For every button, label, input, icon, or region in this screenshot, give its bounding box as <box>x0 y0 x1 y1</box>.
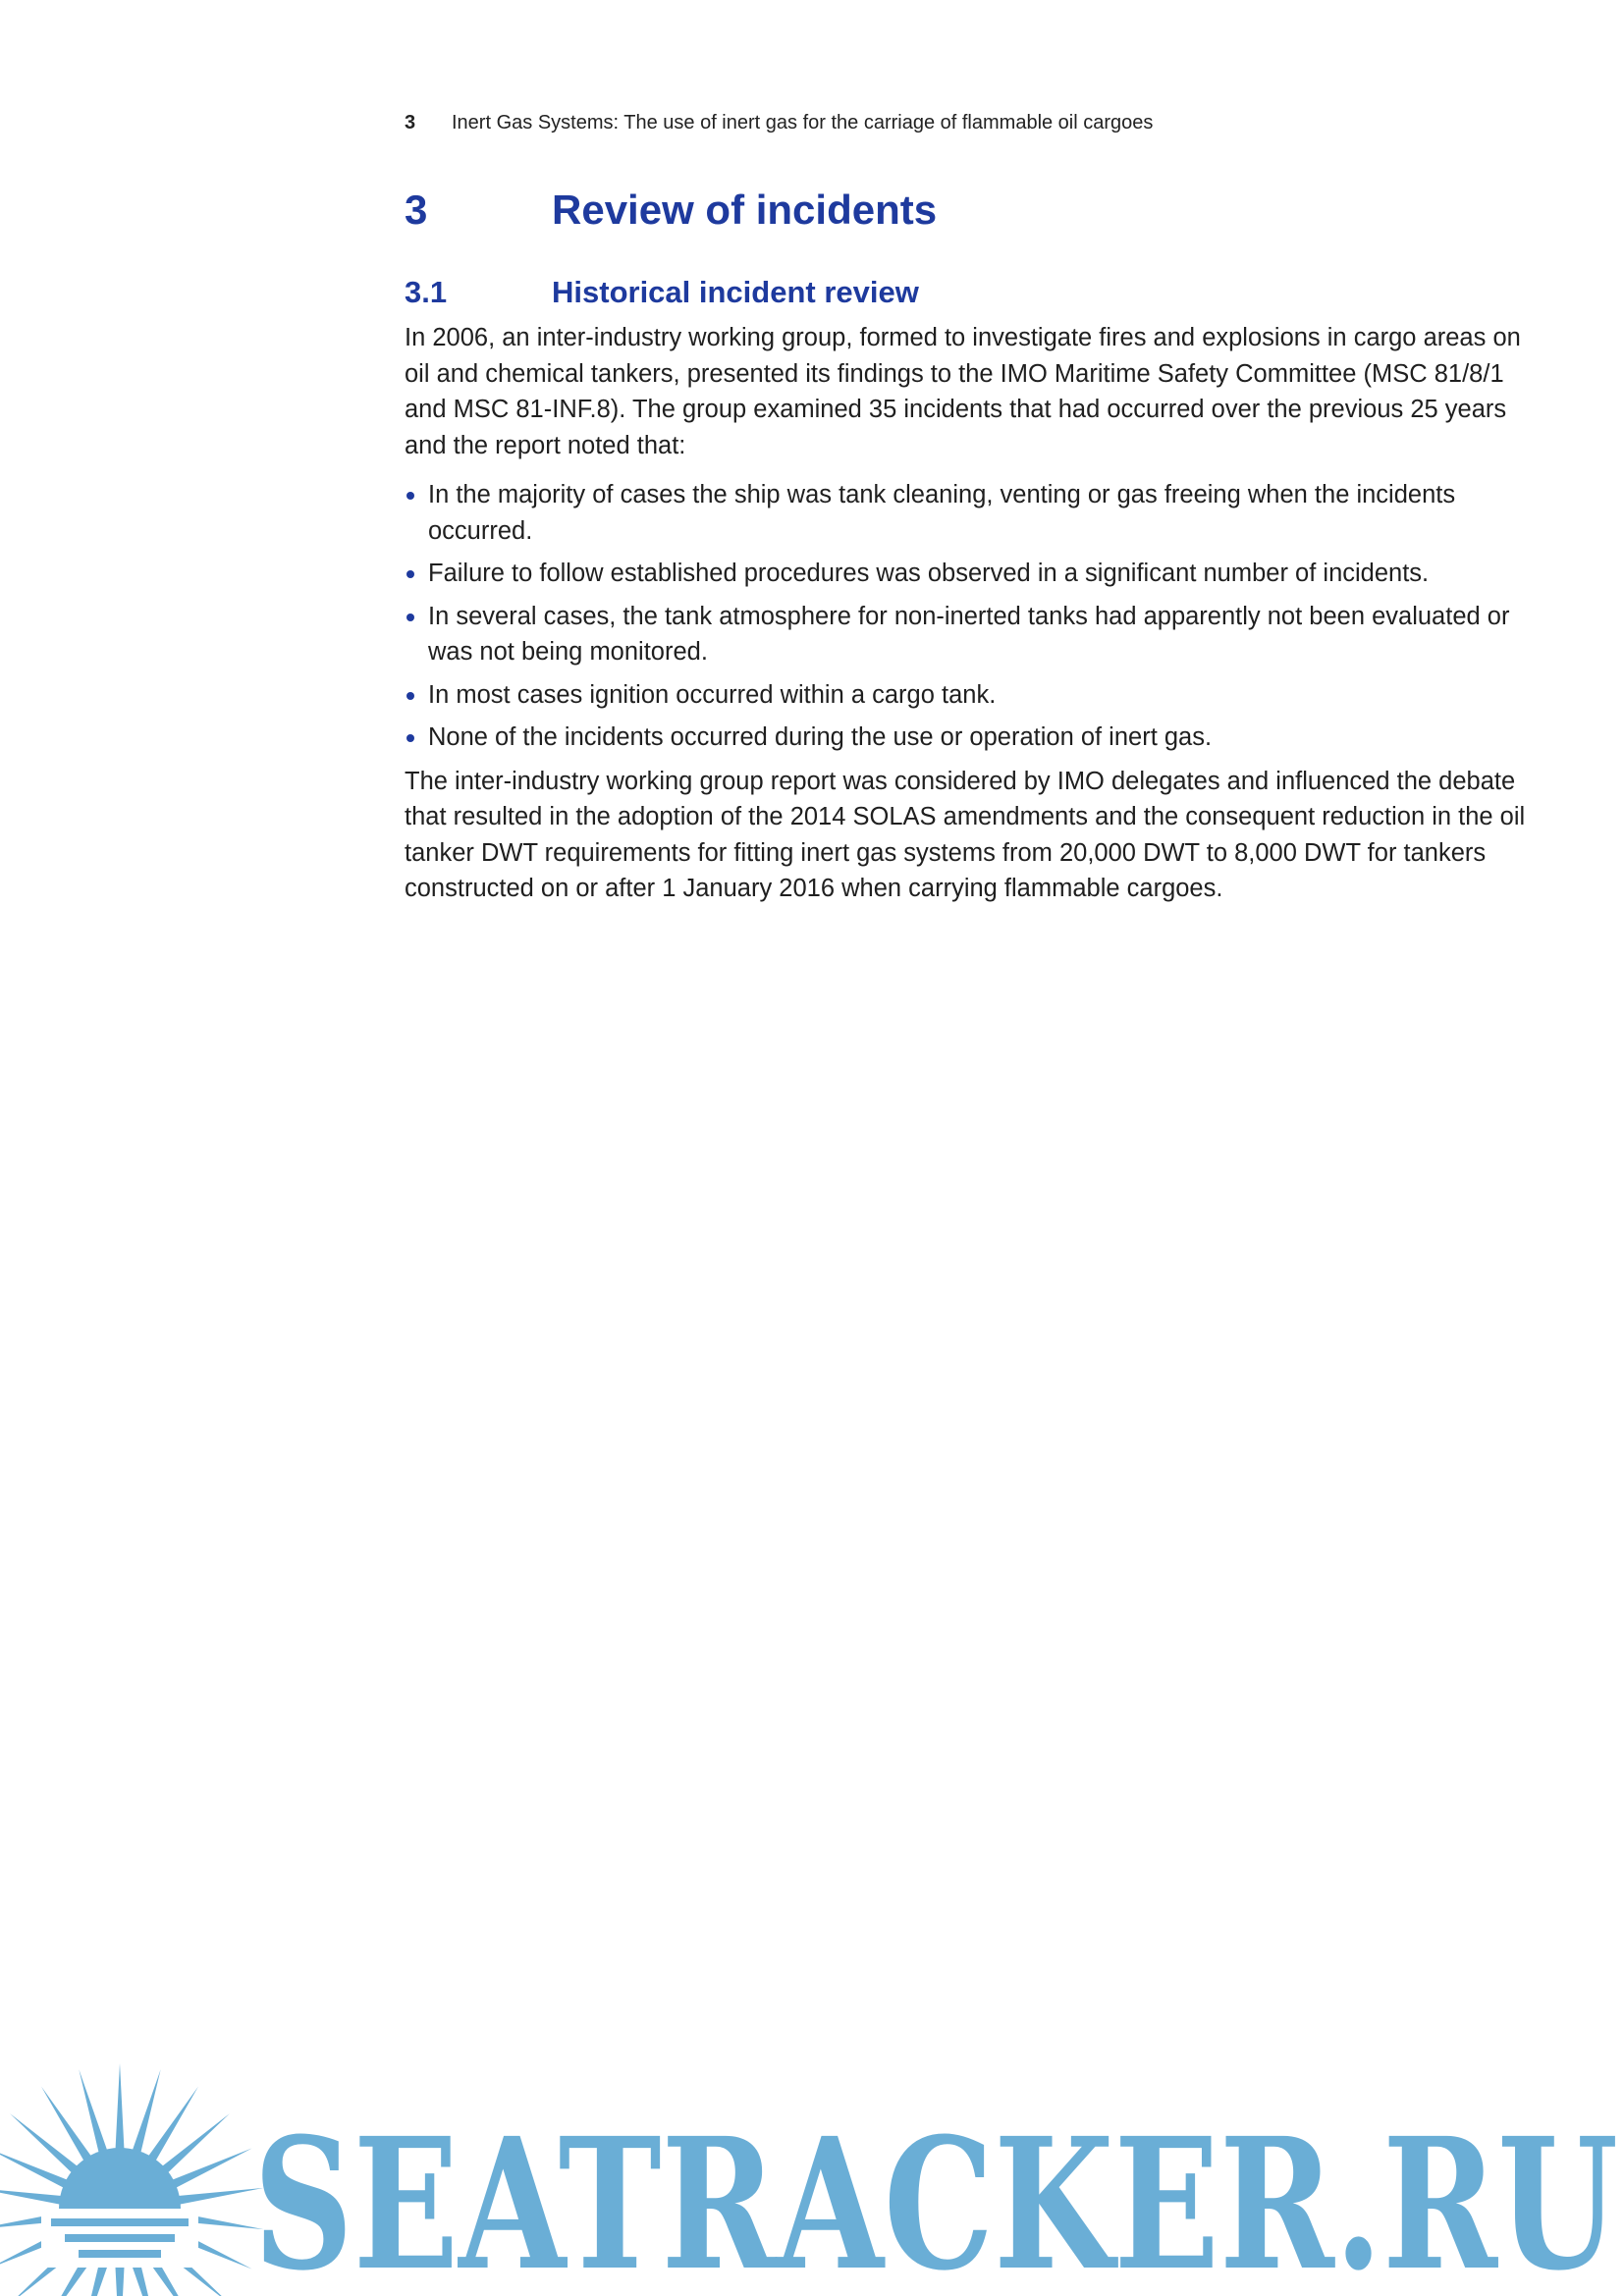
section-heading <box>405 185 1534 236</box>
bullet-icon <box>406 614 414 621</box>
findings-list <box>405 477 1534 756</box>
bullet-icon <box>406 734 414 742</box>
section-title: Review of incidents <box>552 187 938 233</box>
watermark-text: SEATRACKER.RU <box>253 2099 1618 2296</box>
list-item <box>405 599 1534 670</box>
list-item <box>405 477 1534 549</box>
list-item-text: In the majority of cases the ship was tank cleaning, venting or gas freeing when the incidents occurred. <box>428 481 1456 545</box>
sun-wave-line <box>51 2218 189 2226</box>
section-number: 3 <box>405 187 428 233</box>
sun-wave-line <box>79 2250 161 2258</box>
list-item <box>405 720 1534 756</box>
list-item-text: None of the incidents occurred during the use or operation of inert gas. <box>428 723 1213 751</box>
subsection-number: 3.1 <box>405 275 448 309</box>
subsection-heading <box>405 273 1534 312</box>
bullet-icon <box>406 692 414 700</box>
watermark <box>0 2061 1624 2296</box>
running-title: Inert Gas Systems: The use of inert gas for the carriage of flammable oil cargoes <box>452 112 1154 133</box>
page-number: 3 <box>405 112 416 133</box>
list-item-text: In most cases ignition occurred within a cargo tank. <box>428 680 997 709</box>
sun-icon <box>0 2063 264 2296</box>
list-item-text: In several cases, the tank atmosphere for non-inerted tanks had apparently not been evaluated or was not being monitored. <box>428 602 1510 666</box>
intro-paragraph: In 2006, an inter-industry working group, formed to investigate fires and explosions in cargo areas on oil and chemical tankers, presented its findings to the IMO Maritime Safety Committee (MSC 81/8/1 and MSC 81-INF.8). The group examined 35 incidents that had occurred over the previous 25 years and the report noted that: <box>405 324 1521 459</box>
list-item-text: Failure to follow established procedures was observed in a significant number of incidents. <box>428 560 1430 587</box>
sun-wave-line <box>65 2234 175 2242</box>
subsection-title: Historical incident review <box>552 275 919 309</box>
bullet-icon <box>406 570 414 578</box>
sun-disc <box>59 2148 181 2209</box>
main-content <box>405 185 1534 921</box>
list-item <box>405 556 1534 592</box>
list-item <box>405 677 1534 714</box>
running-header <box>405 112 1153 134</box>
conclusion-paragraph: The inter-industry working group report was considered by IMO delegates and influenced the debate that resulted in the adoption of the 2014 SOLAS amendments and the consequent reduction in the oil tanker DWT requirements for fitting inert gas systems from 20,000 DWT to 8,000 DWT for tankers constructed on or after 1 January 2016 when carrying flammable cargoes. <box>405 767 1526 902</box>
bullet-icon <box>406 492 414 500</box>
